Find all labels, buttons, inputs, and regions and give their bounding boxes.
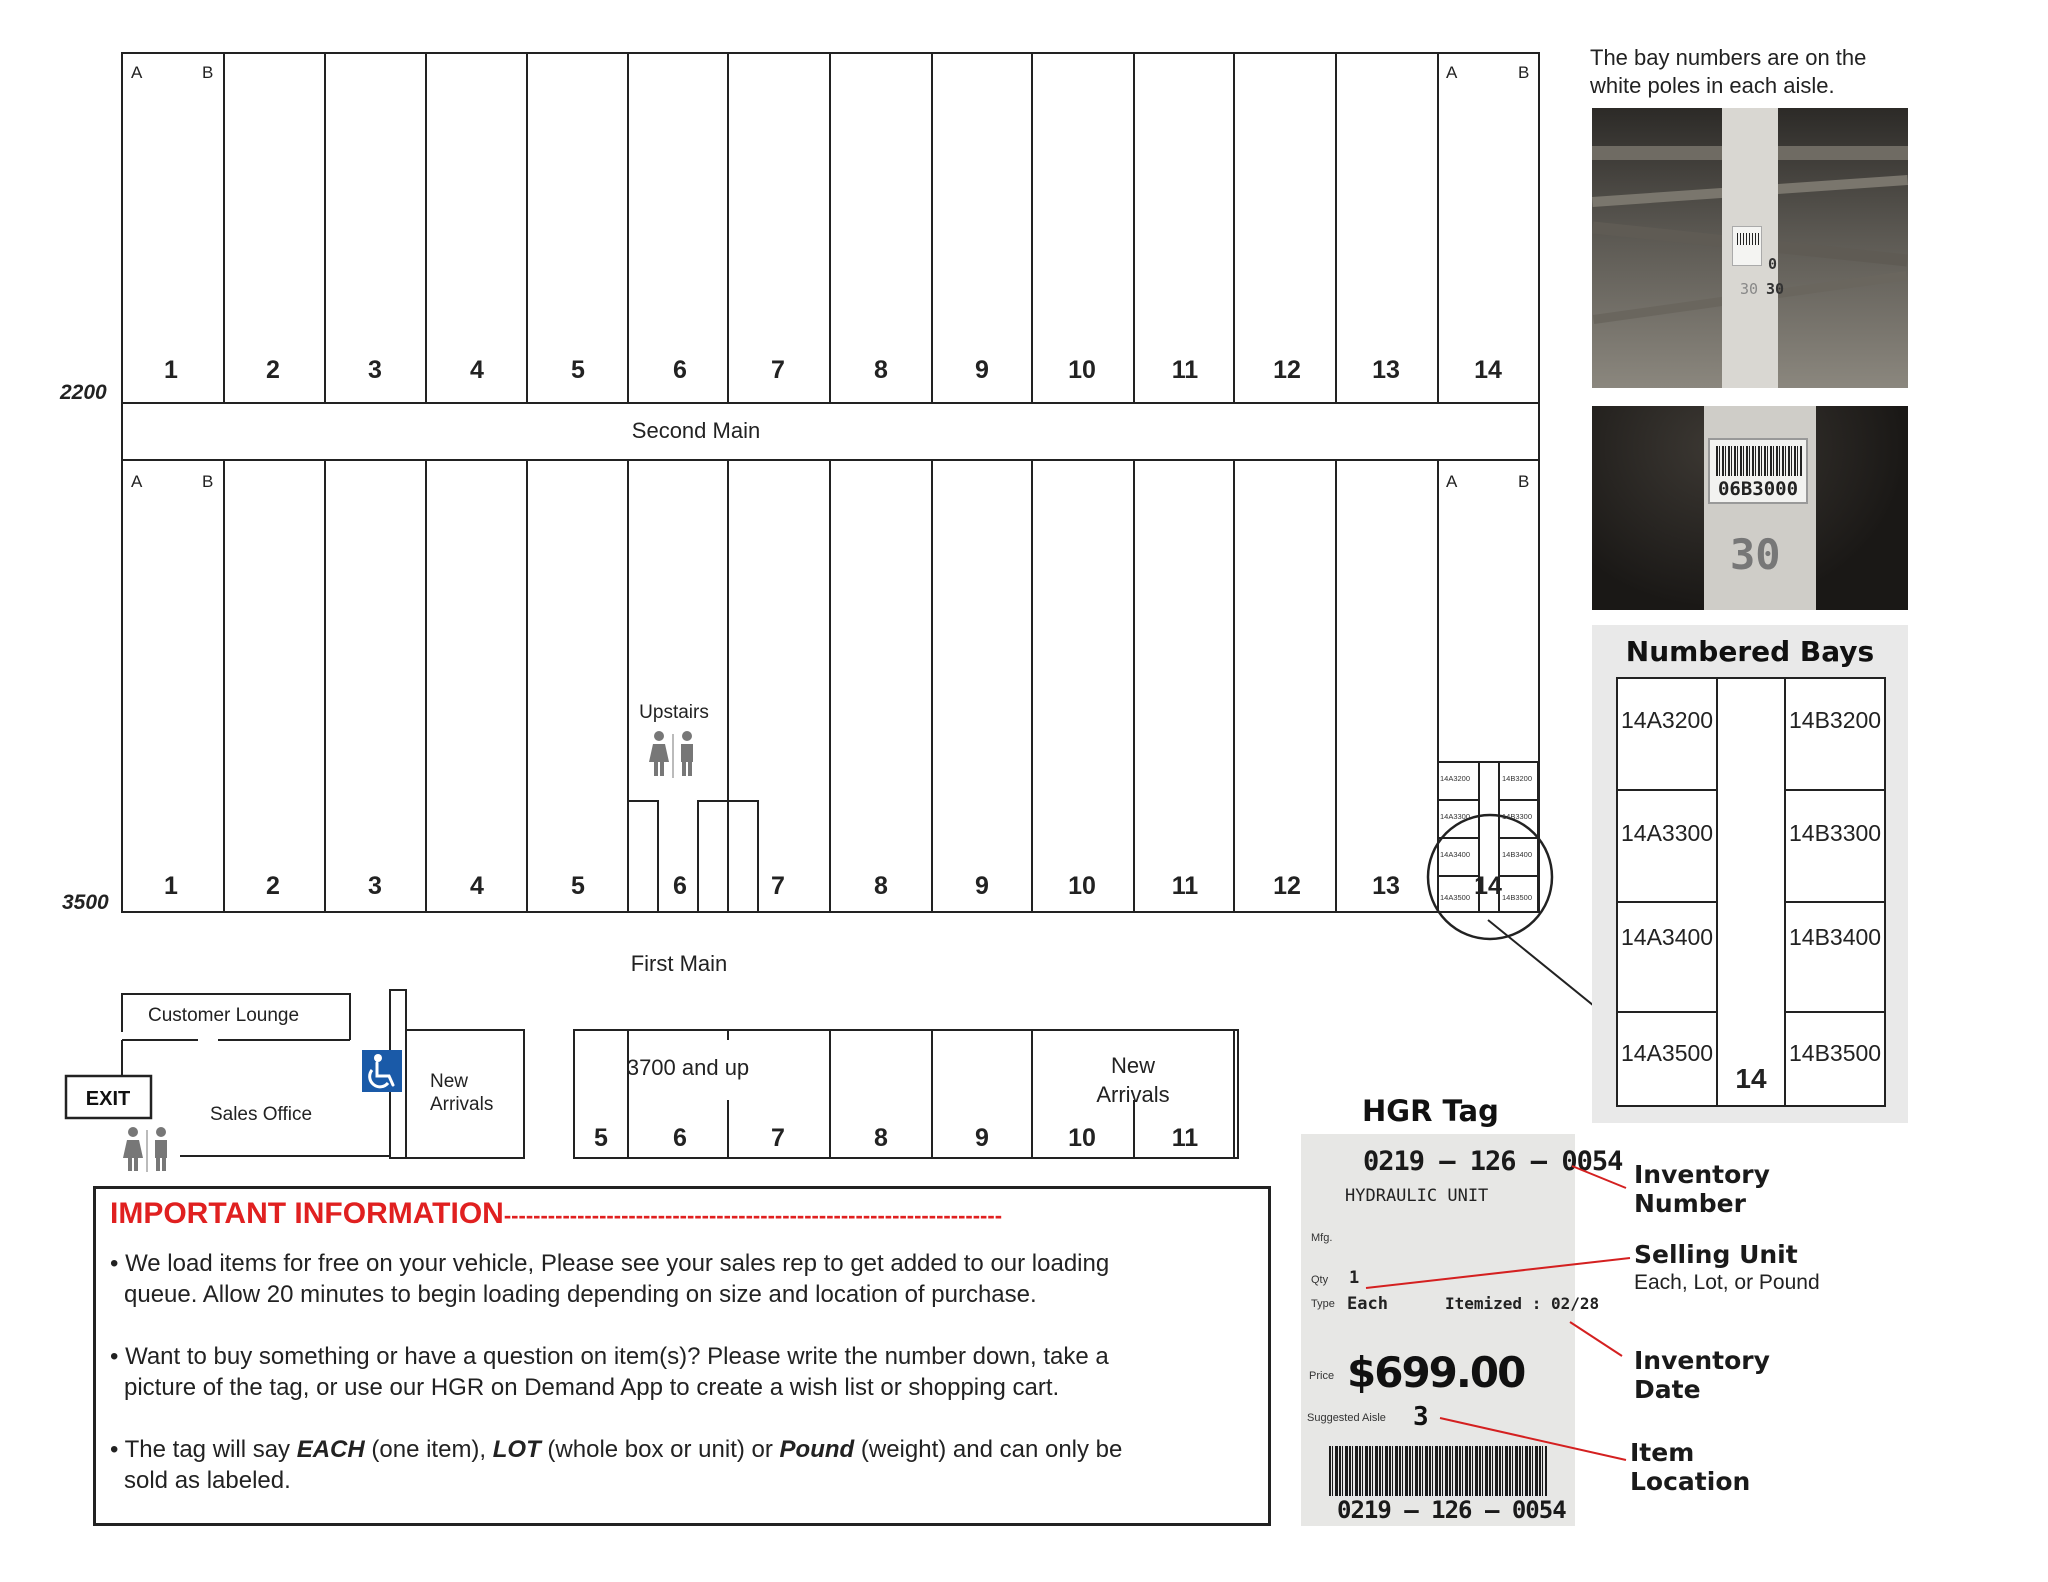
upper-bay-6: 6	[673, 356, 687, 384]
lower-bay-12: 12	[1273, 872, 1301, 900]
lower-bay-2: 2	[266, 872, 280, 900]
tag-aisle-label: Suggested Aisle	[1307, 1412, 1386, 1424]
info-tag-lot-desc: (whole box or unit) or	[540, 1436, 780, 1463]
new-arrivals-right-line1: New	[1110, 1053, 1156, 1078]
info-tag-pound-desc: (weight) and can only be	[854, 1436, 1123, 1463]
second-main-label: Second Main	[631, 418, 761, 443]
upper-bay-13: 13	[1372, 356, 1400, 384]
bottom-bay-10: 10	[1068, 1124, 1096, 1152]
pole-photo-bottom	[1592, 406, 1908, 610]
bay-intro-line2: white poles in each aisle.	[1590, 73, 1835, 98]
bay14-a3300: 14A3300	[1440, 812, 1471, 821]
lower-corner-a-left: A	[131, 472, 143, 491]
bottom-bay-8: 8	[874, 1124, 888, 1152]
bay14-a3500: 14A3500	[1440, 893, 1471, 902]
info-tag-pound: Pound	[779, 1436, 855, 1463]
nb-center-number: 14	[1735, 1063, 1767, 1094]
lower-bay-3: 3	[368, 872, 382, 900]
info-tag-line1	[110, 1434, 1260, 1465]
callout-inventory-number-line2: Number	[1634, 1189, 1746, 1218]
pole-barcode-label-top	[1732, 226, 1762, 266]
upper-bay-4: 4	[470, 356, 484, 384]
tag-type-value: Each	[1347, 1294, 1388, 1314]
bottom-bay-6: 6	[673, 1124, 687, 1152]
nb-14a3300: 14A3300	[1621, 820, 1714, 846]
tag-price: $699.00	[1347, 1348, 1525, 1397]
tag-callout-lines	[1300, 1130, 1650, 1490]
numbered-bays-title: Numbered Bays	[1625, 635, 1875, 668]
info-buy-line1: • Want to buy something or have a question on item(s)? Please write the number down, take a	[110, 1343, 1109, 1370]
upper-bay-1: 1	[164, 356, 178, 384]
bottom-bay-5: 5	[594, 1124, 608, 1152]
bay-intro-text	[1590, 44, 1920, 100]
pole-number-bottom: 30	[1730, 530, 1781, 579]
upper-bay-3: 3	[368, 356, 382, 384]
callout-inventory-date	[1634, 1346, 1770, 1404]
lower-bay-13: 13	[1372, 872, 1400, 900]
bay6-structure-left	[628, 801, 658, 912]
pole-side-number-top: 0	[1768, 255, 1778, 273]
info-loading-line1: • We load items for free on your vehicle, Please see your sales rep to get added to our loading	[110, 1250, 1110, 1277]
important-info-box	[93, 1186, 1271, 1526]
callout-selling-unit: Selling Unit	[1634, 1240, 1798, 1269]
info-tag-bullet: • The tag will say	[110, 1436, 297, 1463]
upper-bay-2: 2	[266, 356, 280, 384]
nb-14b3400: 14B3400	[1789, 924, 1882, 950]
tag-itemized: Itemized : 02/28	[1445, 1294, 1600, 1313]
lower-bay-6: 6	[673, 872, 687, 900]
nb-14a3400: 14A3400	[1621, 924, 1714, 950]
bay14-b3200: 14B3200	[1502, 774, 1533, 783]
bay-intro-line1: The bay numbers are on the	[1590, 45, 1867, 70]
coord-label-2200: 2200	[60, 381, 107, 404]
pole-barcode-label-bottom	[1708, 438, 1808, 504]
bottom-bay-11: 11	[1171, 1124, 1199, 1152]
upper-bay-12: 12	[1273, 356, 1301, 384]
bay14-grid-number: 14	[1474, 872, 1502, 900]
important-info-title	[110, 1197, 1002, 1231]
upper-bay-9: 9	[975, 356, 989, 384]
info-tag-lot: LOT	[492, 1436, 541, 1463]
pole-photo-top	[1592, 108, 1908, 388]
lower-bay-8: 8	[874, 872, 888, 900]
tag-description: HYDRAULIC UNIT	[1345, 1186, 1489, 1206]
nb-14b3500: 14B3500	[1789, 1040, 1882, 1066]
upper-bay-5: 5	[571, 356, 585, 384]
lower-bay-9: 9	[975, 872, 989, 900]
callout-item-location	[1630, 1438, 1750, 1496]
nb-14a3200: 14A3200	[1621, 707, 1714, 733]
upper-corner-a-right: A	[1446, 63, 1458, 82]
info-tag-line2: sold as labeled.	[124, 1467, 291, 1494]
callout-inventory-date-line1: Inventory	[1634, 1346, 1770, 1375]
upper-bay-14: 14	[1474, 356, 1502, 384]
nb-14a3500: 14A3500	[1621, 1040, 1714, 1066]
tag-qty-value: 1	[1349, 1268, 1360, 1288]
callout-inventory-date-line2: Date	[1634, 1375, 1701, 1404]
callout-item-location-line1: Item	[1630, 1438, 1695, 1467]
tag-aisle-value: 3	[1413, 1402, 1429, 1432]
bottom-bay-7: 7	[771, 1124, 785, 1152]
pole-barcode-code: 06B3000	[1717, 478, 1799, 500]
new-arrivals-left-line1: New	[430, 1071, 469, 1092]
upper-bay-10: 10	[1068, 356, 1096, 384]
lower-bay-10: 10	[1068, 872, 1096, 900]
important-info-dashes: --------------------------------------------------------------------	[503, 1203, 1003, 1228]
restroom-icon-office	[123, 1127, 167, 1172]
tag-qty-label: Qty	[1311, 1274, 1329, 1286]
bay14-a3200: 14A3200	[1440, 774, 1471, 783]
callout-selling-unit-sub: Each, Lot, or Pound	[1634, 1271, 1820, 1294]
hgr-tag-title: HGR Tag	[1362, 1094, 1499, 1128]
upper-corner-a-left: A	[131, 63, 143, 82]
lower-corner-b-right: B	[1518, 472, 1530, 491]
bay14-a3400: 14A3400	[1440, 850, 1471, 859]
lower-corner-a-right: A	[1446, 472, 1458, 491]
upper-bay-11: 11	[1171, 356, 1199, 384]
restroom-icon-upstairs	[649, 731, 693, 778]
lower-bay-11: 11	[1171, 872, 1199, 900]
lower-corner-b-left: B	[202, 472, 214, 491]
pole-number-top-faded: 30	[1740, 280, 1759, 298]
new-arrivals-left-line2: Arrivals	[430, 1094, 494, 1115]
upper-bay-7: 7	[771, 356, 785, 384]
upstairs-label: Upstairs	[639, 702, 709, 723]
lower-bay-7: 7	[771, 872, 785, 900]
pole-number-top: 30	[1766, 280, 1785, 298]
info-paragraph-buy	[110, 1341, 1260, 1403]
accessible-icon	[362, 1050, 402, 1092]
info-loading-line2: queue. Allow 20 minutes to begin loading depending on size and location of purchase.	[124, 1281, 1037, 1308]
bay14-b3500: 14B3500	[1502, 893, 1533, 902]
upper-corner-b-left: B	[202, 63, 214, 82]
bottom-bay-9: 9	[975, 1124, 989, 1152]
second-main-aisle	[122, 403, 1539, 460]
coord-label-3500: 3500	[62, 891, 109, 914]
sales-office-label: Sales Office	[209, 1104, 313, 1125]
tag-barcode-number: 0219 – 126 – 0054	[1337, 1496, 1566, 1524]
tag-type-label: Type	[1311, 1298, 1335, 1310]
lower-bay-4: 4	[470, 872, 484, 900]
upper-bay-8: 8	[874, 356, 888, 384]
tag-price-label: Price	[1309, 1370, 1335, 1382]
tag-mfg-label: Mfg.	[1311, 1232, 1333, 1244]
lower-bay-5: 5	[571, 872, 585, 900]
upper-corner-b-right: B	[1518, 63, 1530, 82]
callout-item-location-line2: Location	[1630, 1467, 1751, 1496]
section-3700-label: 3700 and up	[626, 1055, 750, 1080]
callout-inventory-number-line1: Inventory	[1634, 1160, 1770, 1189]
bay14-b3300: 14B3300	[1502, 812, 1533, 821]
new-arrivals-right-line2: Arrivals	[1096, 1082, 1170, 1107]
info-tag-each-desc: (one item),	[364, 1436, 493, 1463]
first-main-label: First Main	[630, 951, 728, 976]
callout-inventory-number	[1634, 1160, 1770, 1218]
info-buy-line2: picture of the tag, or use our HGR on Demand App to create a wish list or shopping cart.	[124, 1374, 1060, 1401]
bay14-b3400: 14B3400	[1502, 850, 1533, 859]
numbered-bays-panel	[1592, 625, 1908, 1123]
info-paragraph-tag	[110, 1434, 1260, 1496]
info-tag-each: EACH	[296, 1436, 365, 1463]
customer-lounge-label: Customer Lounge	[148, 1005, 300, 1026]
lower-bay-1: 1	[164, 872, 178, 900]
exit-label: EXIT	[85, 1088, 131, 1110]
nb-14b3200: 14B3200	[1789, 707, 1882, 733]
tag-inventory-number: 0219 – 126 – 0054	[1363, 1146, 1623, 1177]
info-paragraph-loading	[110, 1248, 1260, 1310]
nb-14b3300: 14B3300	[1789, 820, 1882, 846]
important-info-heading: IMPORTANT INFORMATION	[110, 1197, 504, 1230]
